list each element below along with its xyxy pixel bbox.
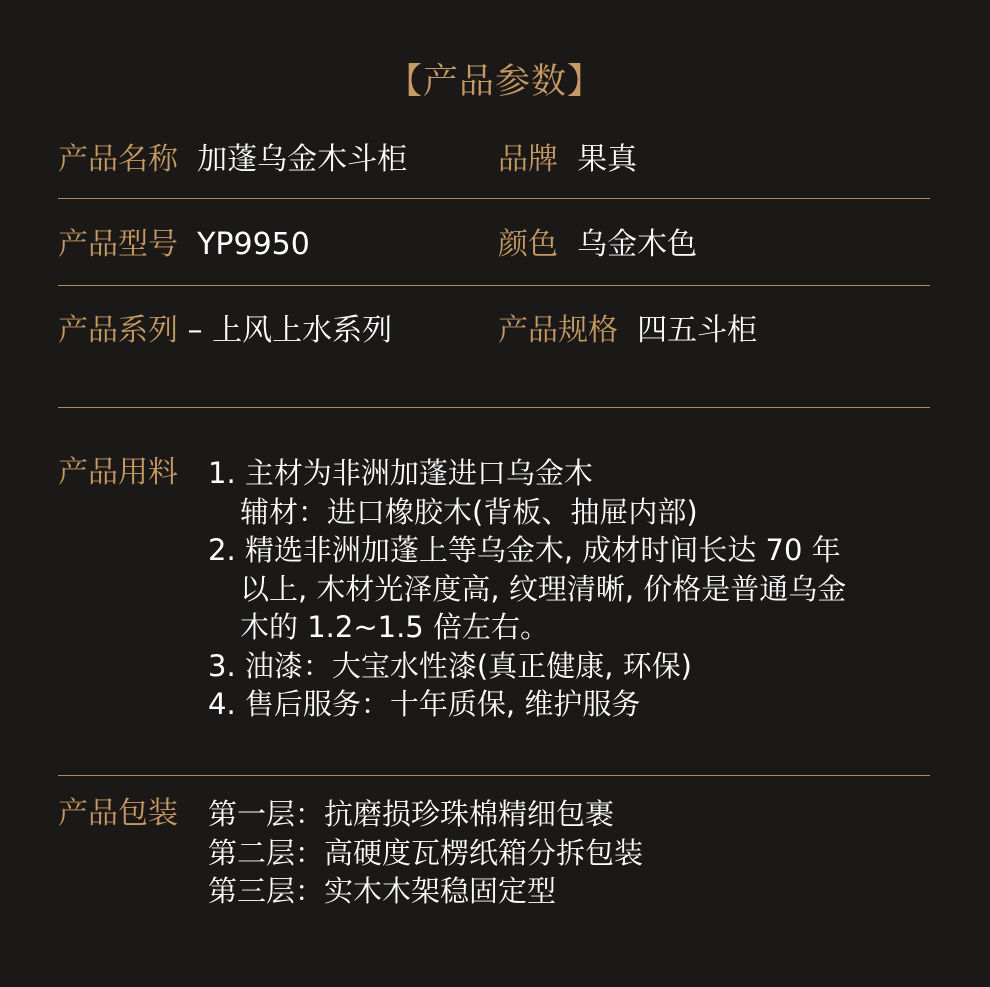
packaging-line: 第一层：抗磨损珍珠棉精细包裹 <box>208 797 615 831</box>
packaging-line: 第二层：高硬度瓦楞纸箱分拆包装 <box>208 835 644 870</box>
param-label-series: 产品系列 <box>58 313 178 348</box>
materials-label: 产品用料 <box>58 455 178 490</box>
param-label-brand: 品牌 <box>498 142 558 177</box>
materials-line: 木的 1.2~1.5 倍左右。 <box>240 610 549 644</box>
param-value-name: 加蓬乌金木斗柜 <box>197 142 408 177</box>
param-row-name <box>58 140 407 180</box>
param-label-model: 产品型号 <box>58 227 178 262</box>
param-label-name: 产品名称 <box>58 142 178 177</box>
materials-line: 以上, 木材光泽度高, 纹理清晰, 价格是普通乌金 <box>240 571 847 606</box>
packaging-list <box>208 795 643 911</box>
param-value-brand: 果真 <box>577 142 638 177</box>
param-label-color: 颜色 <box>498 227 558 262</box>
param-row-brand <box>498 140 637 180</box>
materials-line: 辅材：进口橡胶木(背板、抽屉内部) <box>240 494 698 529</box>
param-label-spec: 产品规格 <box>498 313 618 348</box>
param-row-spec <box>498 311 757 351</box>
param-value-color: 乌金木色 <box>577 227 698 262</box>
section-title: 【产品参数】 <box>386 62 603 102</box>
materials-line: 3. 油漆：大宝水性漆(真正健康, 环保) <box>208 648 692 683</box>
packaging-label: 产品包装 <box>58 796 178 831</box>
materials-line: 1. 主材为非洲加蓬进口乌金木 <box>208 456 593 490</box>
param-row-model <box>58 225 310 265</box>
materials-list <box>208 454 846 724</box>
packaging-line: 第三层：实木木架稳固定型 <box>208 874 557 908</box>
param-row-color <box>498 225 697 265</box>
divider-1 <box>58 198 930 199</box>
param-value-spec: 四五斗柜 <box>637 313 758 348</box>
param-row-series <box>58 311 392 351</box>
param-value-model: YP9950 <box>197 227 310 262</box>
divider-3 <box>58 407 930 408</box>
materials-line: 4. 售后服务：十年质保, 维护服务 <box>208 687 641 721</box>
divider-4 <box>58 775 930 776</box>
divider-2 <box>58 285 930 286</box>
materials-line: 2. 精选非洲加蓬上等乌金木, 成材时间长达 70 年 <box>208 533 841 567</box>
param-value-series: – 上风上水系列 <box>187 313 393 348</box>
